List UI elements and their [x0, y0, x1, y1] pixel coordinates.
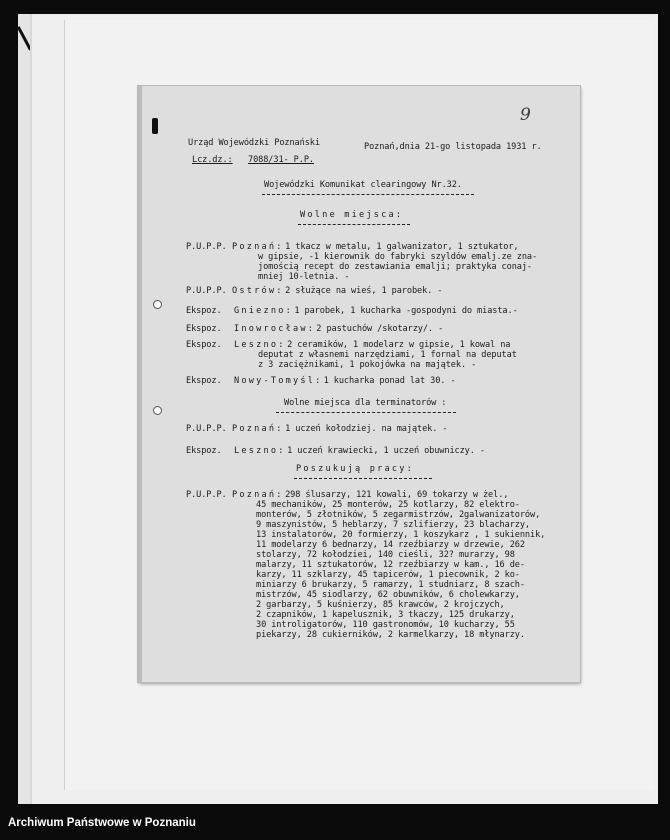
- issuer-header: Urząd Wojewódzki Poznański: [188, 138, 320, 148]
- document-page: [138, 86, 580, 682]
- entry-office: P.U.P.P.: [186, 286, 227, 296]
- archive-footer: Archiwum Państwowe w Poznaniu: [8, 817, 196, 829]
- reference-label: Lcz.dz.:: [192, 155, 233, 165]
- entry-office: Ekspoz.: [186, 306, 222, 316]
- entry-line: 298 ślusarzy, 121 kowali, 69 tokarzy w żel.,: [285, 490, 509, 500]
- entry-line: karzy, 11 szklarzy, 45 tapicerów, 1 piecownik, 2 ko-: [256, 570, 520, 580]
- page-number: 9: [520, 105, 531, 125]
- section-rule: [298, 224, 410, 225]
- document-title: Wojewódzki Komunikat clearingowy Nr.32.: [264, 180, 462, 190]
- entry-line: 1 tkacz w metalu, 1 galwanizator, 1 sztukator,: [285, 242, 519, 252]
- entry-line: 11 modelarzy 6 bednarzy, 14 rzeźbiarzy w drzewie, 262: [256, 540, 525, 550]
- section-heading-apprentices: Wolne miejsca dla terminatorów :: [284, 398, 447, 408]
- entry-line: mistrzów, 45 siodlarzy, 62 obuwników, 6 cholewkarzy,: [256, 590, 520, 600]
- entry-line: 30 introligatorów, 110 gastronomów, 10 kucharzy, 55: [256, 620, 515, 630]
- entry-line: monterów, 5 złotników, 5 zegarmistrzów, 2galwanizatorów,: [256, 510, 541, 520]
- entry-line: 2 pastuchów /skotarzy/. -: [316, 324, 444, 334]
- entry-city: Leszno:: [234, 446, 286, 456]
- entry-line: deputat z własnemi narzędziami, 1 fornal na deputat: [258, 350, 517, 360]
- entry-line: miniarzy 6 brukarzy, 5 ramarzy, 1 studniarz, 8 szach-: [256, 580, 525, 590]
- section-rule: [294, 478, 432, 479]
- entry-line: 2 czapników, 1 kapelusznik, 3 tkaczy, 125 drukarzy,: [256, 610, 515, 620]
- section-heading-free-positions: Wolne miejsca:: [300, 210, 404, 220]
- entry-line: 1 kucharka ponad lat 30. -: [323, 376, 456, 386]
- reference-number: 7088/31- P.P.: [248, 155, 314, 165]
- entry-city: Poznań:: [232, 242, 284, 252]
- entry-city: Inowrocław:: [234, 324, 316, 334]
- entry-city: Leszno:: [234, 340, 286, 350]
- entry-line: piekarzy, 28 cukierników, 2 karmelkarzy, 18 młynarzy.: [256, 630, 525, 640]
- entry-city: Poznań:: [232, 424, 284, 434]
- punch-hole: [153, 300, 162, 309]
- entry-line: z 3 zaciężnikami, 1 pokojówka na majątek. -: [258, 360, 477, 370]
- entry-line: jomością recept do zestawiania emalji; praktyka conaj-: [258, 262, 532, 272]
- entry-line: 2 ceramików, 1 modelarz w gipsie, 1 kowal na: [287, 340, 511, 350]
- entry-office: P.U.P.P.: [186, 424, 227, 434]
- entry-line: 2 garbarzy, 5 kuśnierzy, 85 krawców, 2 krojczych,: [256, 600, 505, 610]
- entry-city: Poznań:: [232, 490, 284, 500]
- entry-line: 13 instalatorów, 20 formierzy, 1 koszykarz , 1 sukiennik,: [256, 530, 546, 540]
- punch-hole: [153, 406, 162, 415]
- entry-line: 9 maszynistów, 5 heblarzy, 7 szlifierzy, 23 blacharzy,: [256, 520, 530, 530]
- entry-line: 45 mechaników, 25 monterów, 25 kotlarzy, 82 elektro-: [256, 500, 520, 510]
- entry-line: 1 parobek, 1 kucharka -gospodyni do miasta.-: [294, 306, 518, 316]
- section-heading-job-seekers: Poszukują pracy:: [296, 464, 414, 474]
- entry-line: malarzy, 11 sztukatorów, 12 rzeźbiarzy w kam., 16 de-: [256, 560, 525, 570]
- entry-line: 2 służące na wieś, 1 parobek. -: [285, 286, 443, 296]
- entry-line: 1 uczeń krawiecki, 1 uczeń obuwniczy. -: [287, 446, 485, 456]
- entry-office: Ekspoz.: [186, 324, 222, 334]
- entry-line: stolarzy, 72 kołodziei, 140 cieśli, 32? murarzy, 98: [256, 550, 515, 560]
- entry-office: P.U.P.P.: [186, 490, 227, 500]
- staple-mark: [152, 118, 158, 134]
- entry-line: mniej 10-letnia. -: [258, 272, 350, 282]
- title-rule: [262, 194, 474, 195]
- entry-line: 1 uczeń kołodziej. na majątek. -: [285, 424, 448, 434]
- entry-line: w gipsie, -1 kierownik do fabryki szyldów emalj.ze zna-: [258, 252, 538, 262]
- entry-office: Ekspoz.: [186, 376, 222, 386]
- section-rule: [276, 412, 456, 413]
- date-line: Poznań,dnia 21-go listopada 1931 r.: [364, 142, 542, 152]
- entry-city: Ostrów:: [232, 286, 284, 296]
- entry-city: Gniezno:: [234, 306, 293, 316]
- entry-office: Ekspoz.: [186, 340, 222, 350]
- entry-office: Ekspoz.: [186, 446, 222, 456]
- entry-office: P.U.P.P.: [186, 242, 227, 252]
- entry-city: Nowy-Tomyśl:: [234, 376, 323, 386]
